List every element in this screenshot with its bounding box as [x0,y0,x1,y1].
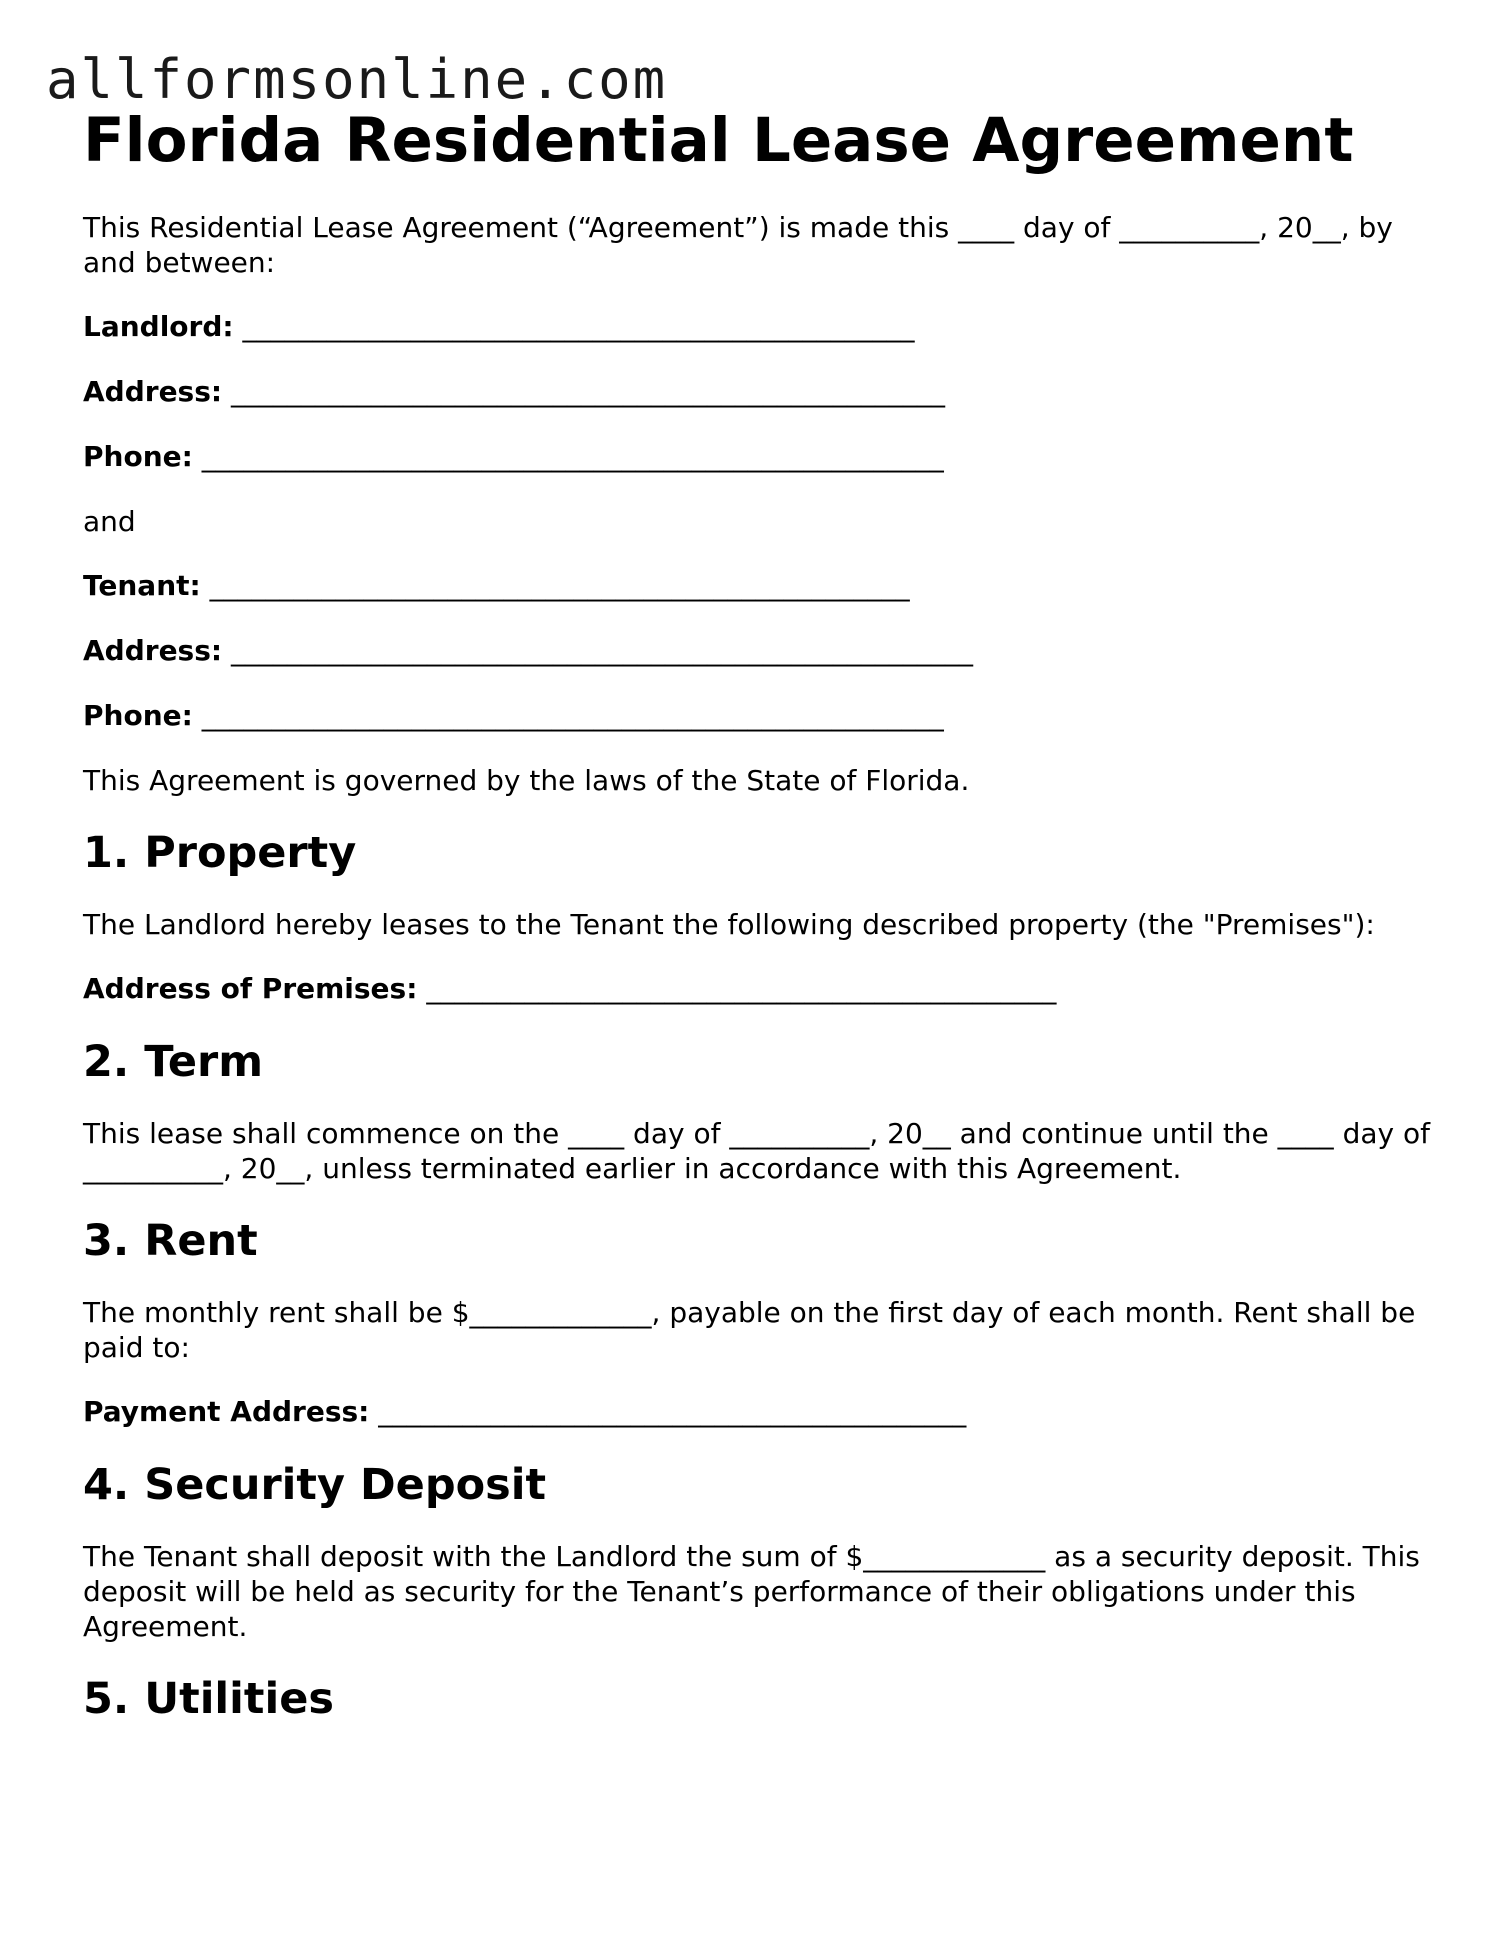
and-text: and [83,505,136,538]
payment-address-label: Payment Address: [83,1395,370,1428]
document [83,104,1453,1753]
landlord-address-blank[interactable]: ___________________________________________________ [231,375,945,408]
landlord-name-label: Landlord: [83,310,234,343]
section-heading-property: 1. Property [83,828,357,878]
premises-address-label: Address of Premises: [83,972,418,1005]
section-heading-rent: 3. Rent [83,1216,258,1266]
section-heading-term: 2. Term [83,1037,264,1087]
payment-address-field [83,1394,1453,1429]
landlord-address-label: Address: [83,375,223,408]
tenant-address-blank[interactable]: _____________________________________________________ [231,634,973,667]
section-heading-security-deposit: 4. Security Deposit [83,1460,547,1510]
landlord-address-field [83,374,1453,409]
payment-address-blank[interactable]: __________________________________________ [378,1395,967,1428]
tenant-address-label: Address: [83,634,223,667]
tenant-phone-field [83,698,1453,733]
landlord-phone-label: Phone: [83,440,193,473]
tenant-address-field [83,633,1453,668]
premises-address-field [83,971,1453,1006]
tenant-name-label: Tenant: [83,569,201,602]
tenant-name-blank[interactable]: __________________________________________________ [209,569,910,602]
section-body-term: This lease shall commence on the ____ day of __________, 20__ and continue until the ____ day of __________, 20__, unless terminated earlier in accordance with this Agreement. [83,1117,1430,1185]
section-heading-utilities: 5. Utilities [83,1674,334,1724]
landlord-name-blank[interactable]: ________________________________________________ [242,310,915,343]
watermark: allformsonline.com [46,48,668,111]
tenant-phone-blank[interactable]: _____________________________________________________ [201,699,944,732]
tenant-phone-label: Phone: [83,699,193,732]
section-body-property: The Landlord hereby leases to the Tenant the following described property (the "Premises"): [83,908,1375,941]
section-body-security-deposit: The Tenant shall deposit with the Landlord the sum of $_____________ as a security deposit. This deposit will be held as security for the Tenant’s performance of their obligations under this Agreement. [83,1540,1420,1643]
landlord-phone-field [83,439,1453,474]
document-title: Florida Residential Lease Agreement [83,105,1354,176]
premises-address-blank[interactable]: _____________________________________________ [426,972,1057,1005]
governing-law-text: This Agreement is governed by the laws of the State of Florida. [83,764,970,797]
landlord-name-field [83,309,1453,344]
landlord-phone-blank[interactable]: _____________________________________________________ [201,440,944,473]
section-body-rent: The monthly rent shall be $_____________, payable on the first day of each month. Rent shall be paid to: [83,1296,1416,1364]
intro-paragraph: This Residential Lease Agreement (“Agreement”) is made this ____ day of __________, 20__, by and between: [83,211,1393,279]
tenant-name-field [83,568,1453,603]
